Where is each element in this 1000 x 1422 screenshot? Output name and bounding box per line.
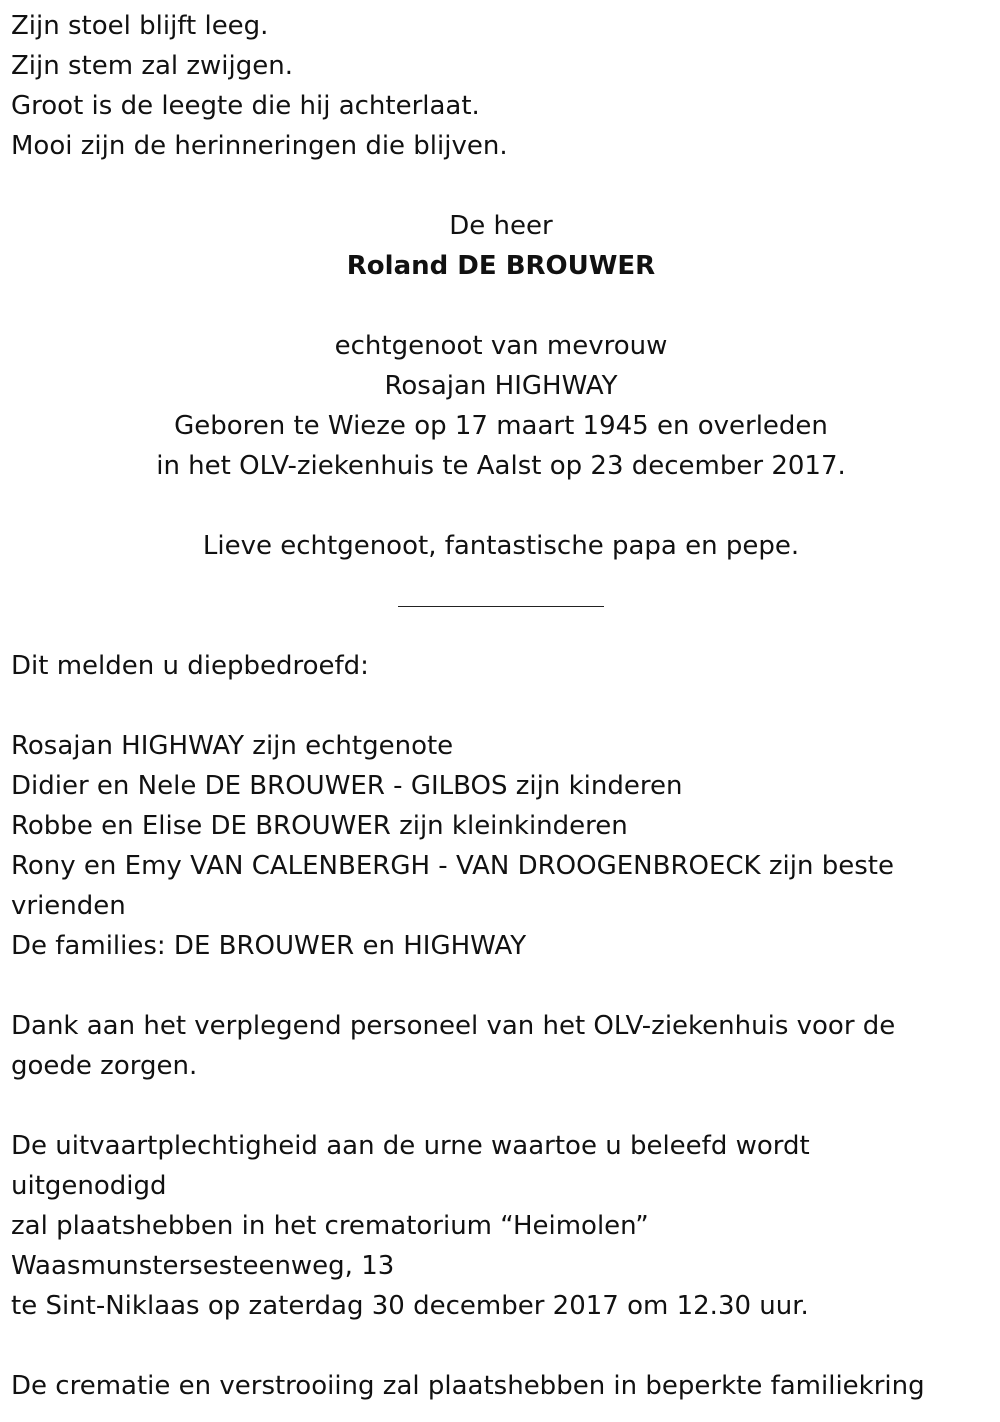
poem-line: Zijn stem zal zwijgen.: [11, 51, 294, 81]
family-line: Rony en Emy VAN CALENBERGH - VAN DROOGENBROECK zijn beste: [11, 851, 894, 881]
thanks-line: Dank aan het verplegend personeel van het OLV-ziekenhuis voor de: [11, 1011, 896, 1041]
ceremony-line: te Sint-Niklaas op zaterdag 30 december 2017 om 12.30 uur.: [11, 1291, 809, 1321]
family-line: Rosajan HIGHWAY zijn echtgenote: [11, 731, 454, 761]
spacer: [11, 606, 991, 646]
family-line: Didier en Nele DE BROUWER - GILBOS zijn kinderen: [11, 771, 683, 801]
thanks: [11, 1006, 991, 1086]
ceremony-line: uitgenodigd: [11, 1171, 167, 1201]
spouse-intro: echtgenoot van mevrouw: [334, 331, 668, 361]
family-line: vrienden: [11, 891, 126, 921]
ceremony-line: zal plaatshebben in het crematorium “Heimolen”: [11, 1211, 649, 1241]
born-died-line: in het OLV-ziekenhuis te Aalst op 23 december 2017.: [156, 451, 846, 481]
ceremony-line: Waasmunstersesteenweg, 13: [11, 1251, 395, 1281]
cremation: [11, 1366, 991, 1406]
thanks-line: goede zorgen.: [11, 1051, 198, 1081]
poem: [11, 6, 991, 166]
divider-line: [398, 606, 604, 607]
divider-row: [11, 566, 991, 606]
spacer: [11, 486, 991, 526]
spouse-name: Rosajan HIGHWAY: [384, 371, 618, 401]
cremation-line: De crematie en verstrooiing zal plaatshebben in beperkte familiekring: [11, 1371, 925, 1401]
announcement-intro: Dit melden u diepbedroefd:: [11, 651, 369, 681]
spacer: [11, 166, 991, 206]
family-line: De families: DE BROUWER en HIGHWAY: [11, 931, 527, 961]
born-died-line: Geboren te Wieze op 17 maart 1945 en overleden: [174, 411, 828, 441]
spacer: [11, 966, 991, 1006]
poem-line: Mooi zijn de herinneringen die blijven.: [11, 131, 508, 161]
ceremony-line: De uitvaartplechtigheid aan de urne waartoe u beleefd wordt: [11, 1131, 810, 1161]
poem-line: Zijn stoel blijft leeg.: [11, 11, 269, 41]
poem-line: Groot is de leegte die hij achterlaat.: [11, 91, 480, 121]
spacer: [11, 1326, 991, 1366]
spacer: [11, 1086, 991, 1126]
obituary-document: [11, 6, 991, 1406]
deceased-header: [11, 206, 991, 606]
deceased-name: Roland DE BROUWER: [346, 251, 656, 281]
family-line: Robbe en Elise DE BROUWER zijn kleinkinderen: [11, 811, 628, 841]
spacer: [11, 686, 991, 726]
ceremony: [11, 1126, 991, 1326]
tribute: Lieve echtgenoot, fantastische papa en pepe.: [202, 531, 800, 561]
spacer: [11, 286, 991, 326]
title-prefix: De heer: [449, 211, 553, 241]
announcement: [11, 646, 991, 966]
